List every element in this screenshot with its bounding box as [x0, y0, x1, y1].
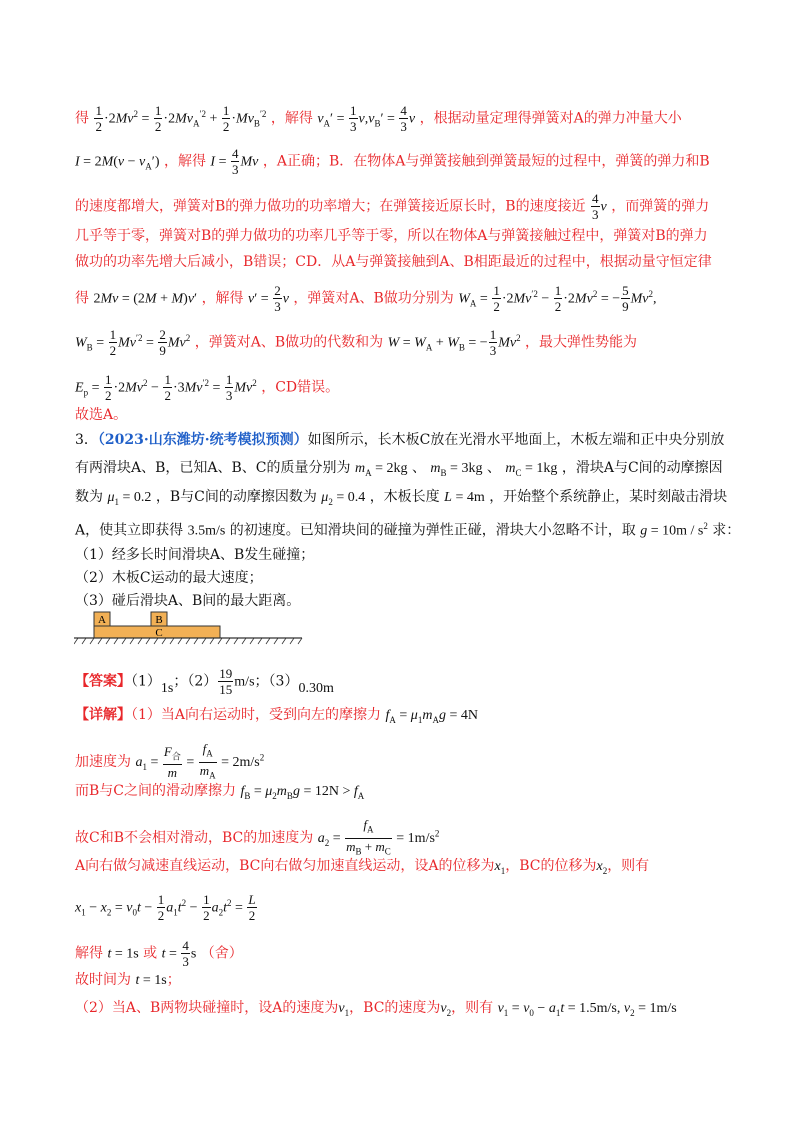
text: （1）: [131, 673, 161, 690]
detail-line-2: 加速度为 $a_1$ = $\frac{F_合}{m}$ = $\frac{f_A}{m_A}$ = $2m/s^2$: [75, 741, 265, 781]
text: ，A正确；B．在物体A与弹簧接触到弹簧最短的过程中，弹簧的弹力和B: [262, 153, 710, 170]
text: （1）当A向右运动时，受到向左的摩擦力: [131, 707, 382, 723]
answer-2-numerator: 19: [219, 666, 233, 681]
text: ，B与C间的动摩擦因数为: [155, 489, 317, 505]
label-a: A: [98, 614, 106, 626]
label-c: C: [155, 627, 163, 639]
board-diagram: [74, 608, 304, 648]
solution-line-1: 得 $\frac{1}{2}$ $\cdot 2Mv^2$ = $\frac{1}{2}$ $\cdot 2Mv_A^{'2}$ + $\frac{1}{2}$ $\cdot Mv_B^{'2}$ ，解得 $v_A'$ = $\frac{1}{3}$ $v,v_B'$ = $\frac{4}{3}$ v ，根据动量定理得弹簧对A的弹力冲量大小: [75, 103, 682, 134]
text: ，解得: [270, 110, 313, 127]
detail-line-4: 故C和B不会相对滑动，BC的加速度为 $a_2$ = $\frac{f_A}{m_B + m_C}$ = $1m/s^2$: [75, 817, 440, 857]
text: 得: [75, 290, 89, 307]
text: ，CD错误。: [261, 379, 340, 396]
answer-line: [75, 666, 334, 697]
text: 故时间为: [75, 972, 131, 988]
text: ，BC的速度为: [349, 1000, 441, 1016]
text: ，最大弹性势能为: [525, 334, 638, 351]
text: （2）: [187, 673, 218, 690]
solution-line-6: 得 2Mv = (2M + M)v′ ，解得 v′ = $\frac{2}{3}$ v ，弹簧对A、B做功分别为 $W_A$ = $\frac{1}{2}$ $\cdot 2Mv^{'2}$ − $\frac{1}{2}$ $\cdot 2Mv^2$ = − $\frac{5}{9}$ Mv$^2$,: [75, 283, 657, 314]
question-number: 3．: [75, 432, 98, 448]
text: ；: [254, 673, 269, 690]
answer-3: 0.30m: [298, 680, 334, 696]
question-3-line-3: 数为 $\mu_1 = 0.2$ ，B与C间的动摩擦因数为 $\mu_2 = 0.4$ ，木板长度 L = 4m ，开始整个系统静止，某时刻敲击滑块: [75, 489, 728, 507]
sub-question-3: （3）碰后滑块A、B间的最大距离。: [75, 593, 301, 609]
question-3-line-1: [75, 430, 724, 450]
text: 的速度都增大，弹簧对B的弹力做功的功率增大；在弹簧接近原长时，B的速度接近: [75, 198, 586, 215]
formula: $\frac{1}{2}$: [95, 103, 102, 134]
answer-2-unit: m/s: [234, 674, 255, 690]
solution-line-3: 的速度都增大，弹簧对B的弹力做功的功率增大；在弹簧接近原长时，B的速度接近 $\frac{4}{3}$ v ，而弹簧的弹力: [75, 191, 710, 222]
text: ，开始整个系统静止，某时刻敲击滑块: [489, 489, 728, 505]
answer-1: 1s: [160, 680, 174, 696]
question-3-line-2: 有两滑块A、B，已知A、B、C的质量分别为 $m_A = 2kg$ 、 $m_B = 3kg$ 、 $m_C = 1kg$ ，滑块A与C间的动摩擦因: [75, 460, 723, 478]
detail-line-7: 解得 t = 1s 或 t = $\frac{4}{3}$ s （舍）: [75, 938, 243, 969]
sub-question-1: （1）经多长时间滑块A、B发生碰撞；: [75, 547, 315, 563]
detail-line-3: 而B与C之间的滑动摩擦力 $f_B = \mu_2m_Bg = 12N > f_A$: [75, 783, 365, 801]
text: （舍）: [200, 945, 243, 962]
text: ，BC的位移为: [505, 858, 597, 874]
text: 的初速度。已知滑块间的碰撞为弹性正碰，滑块大小忽略不计，取: [229, 522, 636, 539]
answer-2-denominator: 15: [219, 682, 233, 697]
sub-question-2: （2）木板C运动的最大速度；: [75, 570, 263, 586]
text: ，而弹簧的弹力: [611, 198, 710, 215]
text: （3）: [268, 673, 299, 690]
solution-line-7: $W_B$ = $\frac{1}{2}$ $Mv^{'2}$ = $\frac{2}{9}$ Mv$^2$ ，弹簧对A、B做功的代数和为 $W = W_A + W_B$ = − $\frac{1}{3}$ Mv$^2$ ，最大弹性势能为: [75, 327, 638, 358]
solution-line-2: $I = 2M(v - v_A')$ ，解得 I = $\frac{4}{3}$ Mv ，A正确；B．在物体A与弹簧接触到弹簧最短的过程中，弹簧的弹力和B: [75, 146, 710, 177]
detail-tag: 【详解】: [75, 707, 131, 723]
solution-line-5: 做功的功率先增大后减小，B错误；CD．从A与弹簧接触到A、B相距最近的过程中，根据动量守恒定律: [75, 254, 712, 270]
answer-tag: 【答案】: [75, 673, 131, 690]
label-b: B: [155, 614, 163, 626]
text: 加速度为: [75, 754, 131, 771]
text: 得: [75, 110, 89, 127]
text: ，根据动量定理得弹簧对A的弹力冲量大小: [419, 110, 682, 127]
solution-line-8: $E_p$ = $\frac{1}{2}$ $\cdot 2Mv^2$ − $\frac{1}{2}$ $\cdot 3Mv^{'2}$ = $\frac{1}{3}$ Mv$^2$ ，CD错误。: [75, 372, 340, 403]
text: 故C和B不会相对滑动，BC的加速度为: [75, 830, 314, 847]
text: ，木板长度: [369, 489, 440, 505]
text: ，解得: [163, 153, 206, 170]
detail-equation: $x_1 - x_2 = v_0t$ − $\frac{1}{2}$ $a_1t^2$ − $\frac{1}{2}$ $a_2t^2$ = $\frac{L}{2}$: [75, 892, 256, 923]
text: ，解得: [201, 290, 244, 307]
text: A向右做匀减速直线运动，BC向右做匀加速直线运动，设A的位移为: [75, 858, 495, 874]
text: A，使其立即获得: [75, 522, 184, 539]
detail-line-9: （2）当A、B两物块碰撞时，设A的速度为$v_1$，BC的速度为$v_2$，则有 $v_1 = v_0 - a_1t = 1.5m/s$, $v_2 = 1m/s$: [75, 1000, 677, 1018]
text: 或: [143, 945, 158, 962]
text: 如图所示，长木板C放在光滑水平地面上，木板左端和正中央分别放: [307, 432, 725, 448]
text: 数为: [75, 489, 103, 505]
text: ，则有: [607, 858, 650, 874]
text: 解得: [75, 945, 103, 962]
text: ；: [166, 972, 181, 988]
text: 、: [411, 460, 426, 476]
text: ，弹簧对A、B做功的代数和为: [194, 334, 384, 351]
text: 、: [486, 460, 501, 476]
text: 而B与C之间的滑动摩擦力: [75, 783, 236, 799]
solution-line-4: 几乎等于零，弹簧对B的弹力做功的功率几乎等于零，所以在物体A与弹簧接触过程中，弹簧对B的弹力: [75, 228, 708, 244]
text: （2）当A、B两物块碰撞时，设A的速度为: [75, 1000, 339, 1016]
detail-line-1: 【详解】（1）当A向右运动时，受到向左的摩擦力 $f_A = \mu_1m_Ag = 4N$: [75, 707, 478, 725]
solution-line-9: 故选A。: [75, 407, 128, 423]
text: ，弹簧对A、B做功分别为: [293, 290, 454, 307]
text: ；: [173, 673, 188, 690]
detail-line-8: 故时间为 t = 1s；: [75, 972, 181, 988]
text: ，滑块A与C间的动摩擦因: [561, 460, 723, 476]
question-3-line-4: A，使其立即获得 3.5m/s 的初速度。已知滑块间的碰撞为弹性正碰，滑块大小忽略不计，取 $g = 10m / s^2$ 求：: [75, 521, 741, 539]
text: ，则有: [451, 1000, 494, 1016]
text: 求：: [712, 522, 741, 539]
detail-line-5: A向右做匀减速直线运动，BC向右做匀加速直线运动，设A的位移为$x_1$，BC的位移为$x_2$，则有: [75, 858, 650, 876]
ground-hatching: [74, 638, 302, 644]
text: 有两滑块A、B，已知A、B、C的质量分别为: [75, 460, 351, 476]
question-source: （2023·山东潍坊·统考模拟预测）: [97, 432, 308, 448]
